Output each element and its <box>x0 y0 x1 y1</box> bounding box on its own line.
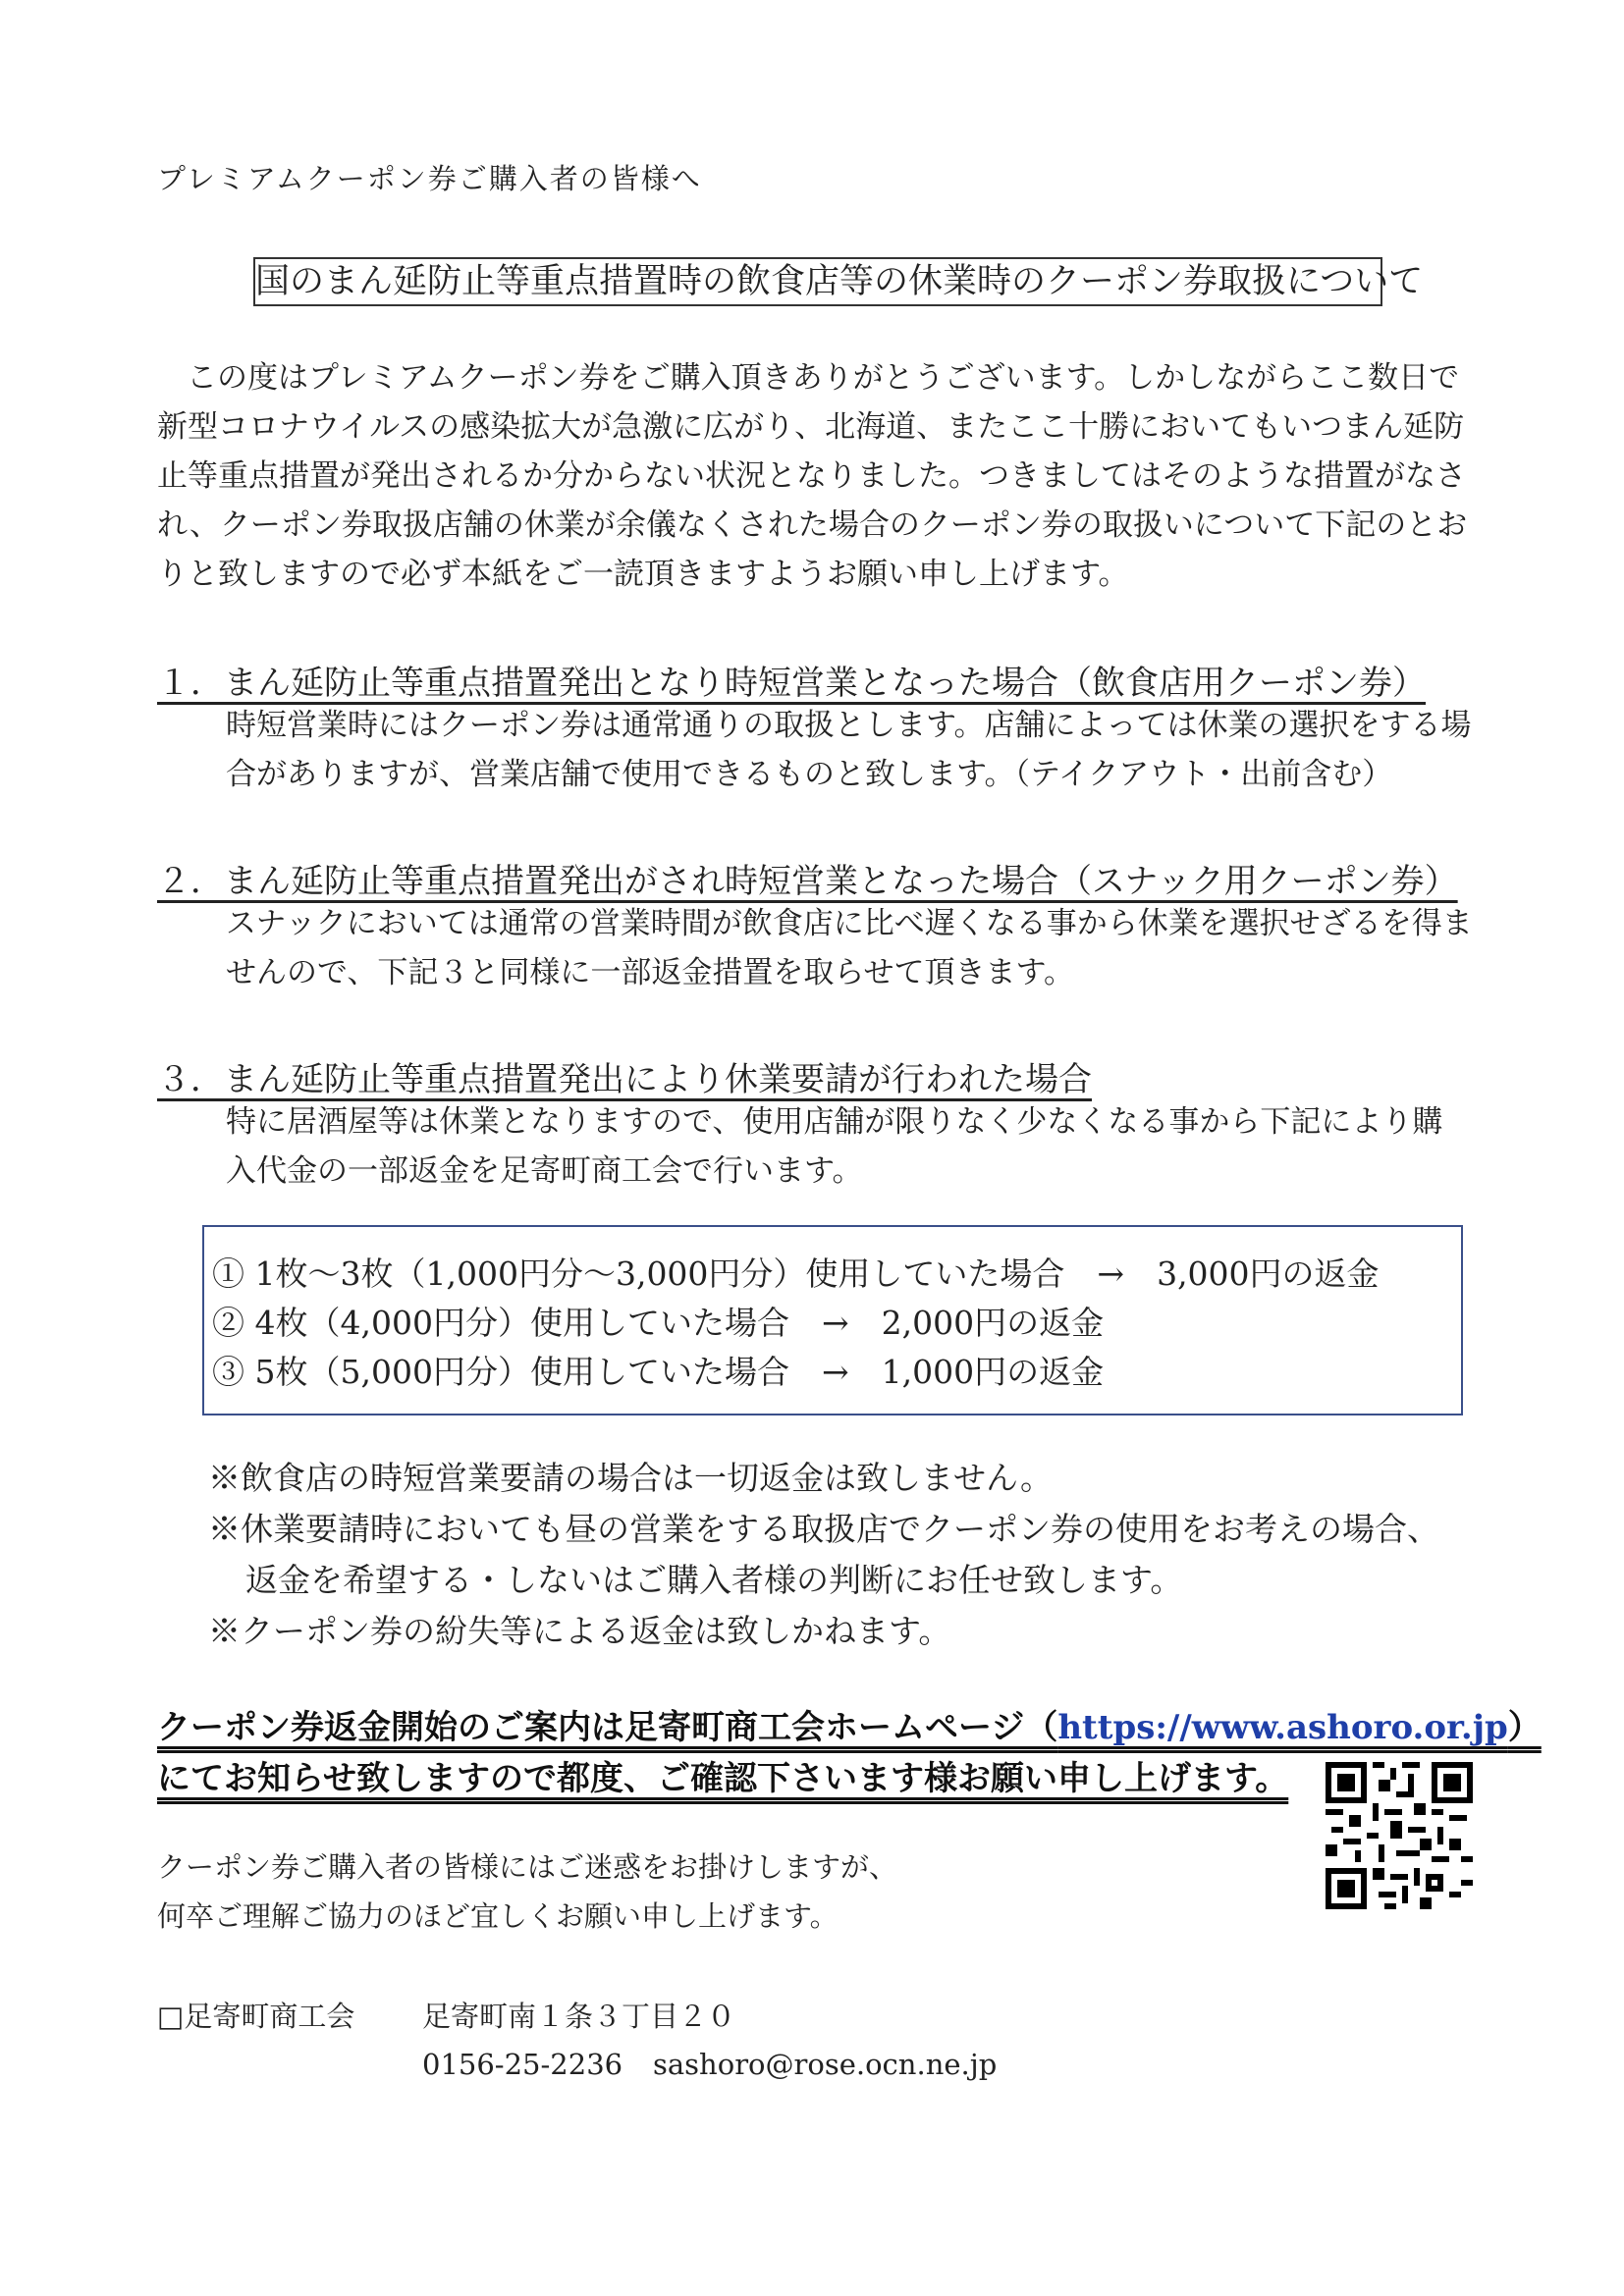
greeting: プレミアムクーポン券ご購入者の皆様へ <box>157 162 702 195</box>
note-3: ※クーポン券の紛失等による返金は致しかねます。 <box>208 1612 951 1650</box>
footer-organization: □足寄町商工会 <box>157 2000 355 2033</box>
refund-item-3: ③ 5枚（5,000円分）使用していた場合 → 1,000円の返金 <box>212 1353 1105 1391</box>
notice-suffix: ） <box>1507 1708 1542 1747</box>
note-2: ※休業要請時においても昼の営業をする取扱店でクーポン券の使用をお考えの場合、 <box>208 1510 1439 1548</box>
footer-phone: 0156-25-2236 <box>422 2048 623 2081</box>
footer-email[interactable]: sashoro@rose.ocn.ne.jp <box>653 2048 998 2081</box>
closing-line-2: 何卒ご理解ご協力のほど宜しくお願い申し上げます。 <box>157 1899 839 1933</box>
section-3-heading: ３．まん延防止等重点措置発出により休業要請が行われた場合 <box>157 1060 1092 1099</box>
section-3-body: 特に居酒屋等は休業となりますので、使用店舗が限りなく少なくなる事から下記により購入代金の一部返金を足寄町商工会で行います。 <box>226 1104 1443 1189</box>
notice-prefix: クーポン券返金開始のご案内は足寄町商工会ホームページ（ <box>157 1708 1058 1747</box>
document-title: 国のまん延防止等重点措置時の飲食店等の休業時のクーポン券取扱について <box>253 257 1382 306</box>
note-2-continued: 返金を希望する・しないはご購入者様の判断にお任せ致します。 <box>245 1561 1183 1599</box>
note-1: ※飲食店の時短営業要請の場合は一切返金は致しません。 <box>208 1459 1053 1497</box>
footer-address: 足寄町南１条３丁目２０ <box>422 2000 736 2033</box>
refund-notice-line-2: にてお知らせ致しますので都度、ご確認下さいます様お願い申し上げます。 <box>157 1759 1289 1798</box>
intro-paragraph: この度はプレミアムクーポン券をご購入頂きありがとうございます。しかしながらここ数日で新型コロナウイルスの感染拡大が急激に広がり、北海道、またここ十勝においてもいつまん延防止等重点措置が発出されるか分からない状況となりました。つきましてはそのような措置がなされ、クーポン券取扱店舗の休業が余儀なくされた場合のクーポン券の取扱いについて下記のとおりと致しますので必ず本紙をご一読頂きますようお願い申し上げます。 <box>157 360 1468 592</box>
refund-item-2: ② 4枚（4,000円分）使用していた場合 → 2,000円の返金 <box>212 1304 1105 1342</box>
homepage-link[interactable]: https://www.ashoro.or.jp <box>1057 1708 1508 1747</box>
section-1-body: 時短営業時にはクーポン券は通常通りの取扱とします。店舗によっては休業の選択をする場合がありますが、営業店舗で使用できるものと致します。（テイクアウト・出前含む） <box>226 708 1472 792</box>
refund-notice-line-1 <box>157 1700 1542 1748</box>
qr-code-icon <box>1326 1762 1473 1909</box>
closing-line-1: クーポン券ご購入者の皆様にはご迷惑をお掛けしますが、 <box>157 1850 898 1884</box>
section-1-heading: １．まん延防止等重点措置発出となり時短営業となった場合（飲食店用クーポン券） <box>157 664 1426 703</box>
section-2-body: スナックにおいては通常の営業時間が飲食店に比べ遅くなる事から休業を選択せざるを得ませんので、下記３と同様に一部返金措置を取らせて頂きます。 <box>226 906 1473 990</box>
section-2-heading: ２．まん延防止等重点措置発出がされ時短営業となった場合（スナック用クーポン券） <box>157 862 1458 901</box>
refund-item-1: ① 1枚～3枚（1,000円分～3,000円分）使用していた場合 → 3,000円の返金 <box>212 1255 1380 1293</box>
